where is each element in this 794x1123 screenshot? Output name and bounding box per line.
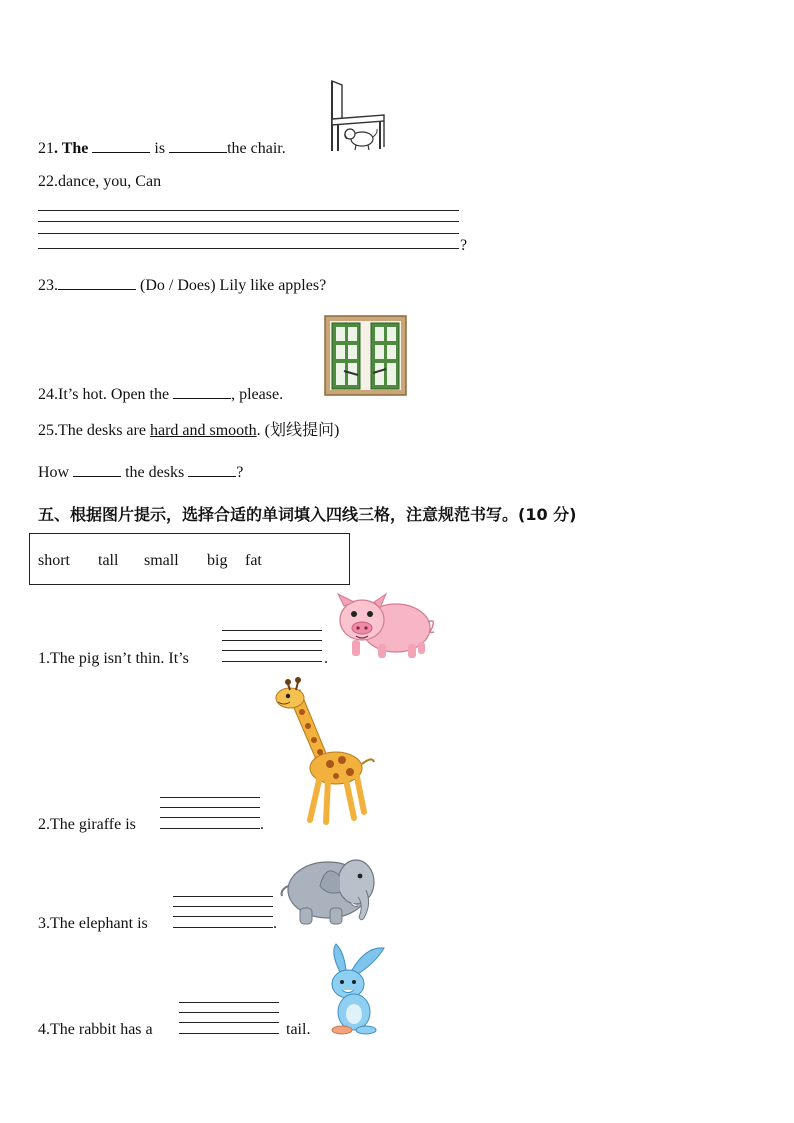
q25b-how: How	[38, 464, 70, 481]
q22-line-4[interactable]	[38, 248, 459, 249]
word-bank-box	[29, 533, 350, 585]
q23-blank[interactable]	[58, 275, 136, 290]
q24-head: 24.It’s hot. Open the	[38, 386, 170, 403]
q22-line-3[interactable]	[38, 233, 459, 234]
question-25	[38, 421, 339, 441]
q24-blank[interactable]	[173, 384, 231, 399]
q25b-blank-1[interactable]	[73, 462, 121, 477]
q22-line-2[interactable]	[38, 221, 459, 222]
q21-tail: the chair.	[227, 140, 286, 157]
window-illustration	[324, 315, 407, 396]
q25-head: 25.The desks are	[38, 422, 146, 439]
question-22: 22.dance, you, Can	[38, 173, 162, 190]
item-1-text: 1.The pig isn’t thin. It’s	[38, 650, 189, 667]
q21-blank-2[interactable]	[169, 138, 227, 153]
pig-illustration	[334, 590, 438, 664]
word-bank-word: tall	[98, 552, 119, 569]
q22-question-mark: ?	[460, 237, 468, 254]
word-bank-word: big	[207, 552, 228, 569]
question-25-answer-line	[38, 462, 243, 483]
item-3-four-line-grid[interactable]	[173, 896, 273, 928]
item-2-end: .	[260, 816, 264, 833]
item-2-four-line-grid[interactable]	[160, 797, 260, 829]
elephant-illustration	[278, 846, 382, 928]
q25-underlined-phrase: hard and smooth	[149, 422, 257, 439]
item-2-text: 2.The giraffe is	[38, 816, 136, 833]
item-4-four-line-grid[interactable]	[179, 1002, 279, 1034]
q25b-mid: the desks	[125, 464, 185, 481]
q21-is: is	[154, 140, 166, 157]
item-3-end: .	[273, 915, 277, 932]
rabbit-illustration	[326, 942, 388, 1036]
q25b-end: ?	[236, 464, 244, 481]
chair-dog-illustration	[328, 79, 388, 153]
item-4-end: tail.	[286, 1021, 311, 1038]
question-24	[38, 384, 283, 405]
item-4-text: 4.The rabbit has a	[38, 1021, 153, 1038]
section-5-heading: 五、根据图片提示，选择合适的单词填入四线三格，注意规范书写。(10 分)	[38, 505, 577, 524]
q23-number: 23.	[38, 277, 58, 294]
word-bank-word: fat	[245, 552, 262, 569]
q22-line-1[interactable]	[38, 210, 459, 211]
q24-tail: , please.	[231, 386, 284, 403]
item-1-four-line-grid[interactable]	[222, 630, 322, 662]
item-3-text: 3.The elephant is	[38, 915, 148, 932]
item-1-end: .	[324, 650, 328, 667]
q23-tail: (Do / Does) Lily like apples?	[140, 277, 327, 294]
word-bank-word: short	[38, 552, 70, 569]
q25b-blank-2[interactable]	[188, 462, 236, 477]
q25-tail: . (划线提问)	[256, 422, 340, 439]
q21-the: . The	[54, 140, 89, 157]
question-21	[38, 138, 286, 159]
giraffe-illustration	[270, 672, 376, 832]
q21-blank-1[interactable]	[92, 138, 150, 153]
q21-number: 21	[38, 140, 54, 157]
word-bank-word: small	[144, 552, 179, 569]
question-23	[38, 275, 326, 296]
